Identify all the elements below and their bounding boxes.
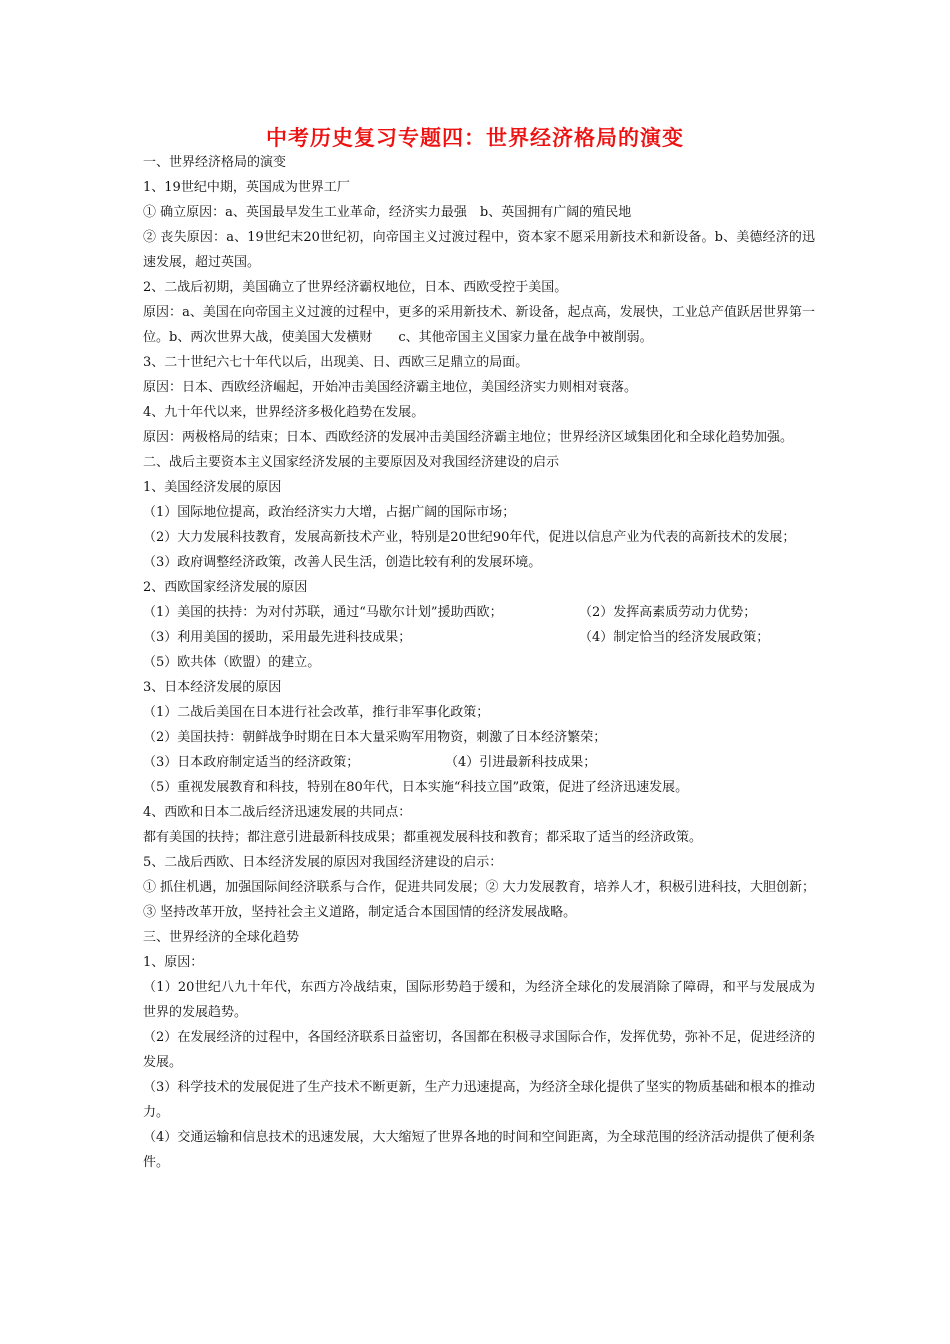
paragraph: 原因：日本、西欧经济崛起，开始冲击美国经济霸主地位，美国经济实力则相对衰落。	[143, 380, 638, 395]
document-body	[143, 150, 815, 1175]
paragraph: 都有美国的扶持；都注意引进最新科技成果；都重视发展科技和教育；都采取了适当的经济政策。	[143, 830, 703, 845]
row-cell: （2）发挥高素质劳动力优势；	[579, 605, 757, 620]
paragraph: （3）科学技术的发展促进了生产技术不断更新，生产力迅速提高，为经济全球化提供了坚实的物质基础和根本的推动力。	[143, 1080, 815, 1120]
paragraph: （1）二战后美国在日本进行社会改革，推行非军事化政策；	[143, 705, 490, 720]
paragraph: 4、西欧和日本二战后经济迅速发展的共同点：	[143, 805, 412, 820]
paragraph: （2）大力发展科技教育，发展高新技术产业，特别是20世纪90年代，促进以信息产业为代表的高新技术的发展；	[143, 530, 796, 545]
paragraph: 5、二战后西欧、日本经济发展的原因对我国经济建设的启示：	[143, 855, 503, 870]
row-cell: （3）利用美国的援助，采用最先进科技成果；	[143, 630, 412, 645]
two-column-row	[143, 600, 815, 625]
two-column-row	[143, 625, 815, 650]
paragraph: 3、二十世纪六七十年代以后，出现美、日、西欧三足鼎立的局面。	[143, 355, 529, 370]
row-cell: （1）美国的扶持：为对付苏联，通过“马歇尔计划”援助西欧；	[143, 605, 503, 620]
paragraph: 3、日本经济发展的原因	[143, 680, 282, 695]
row-cell: （3）日本政府制定适当的经济政策；	[143, 755, 360, 770]
paragraph: 2、西欧国家经济发展的原因	[143, 580, 308, 595]
paragraph: （3）政府调整经济政策，改善人民生活，创造比较有利的发展环境。	[143, 555, 542, 570]
paragraph: （2）在发展经济的过程中，各国经济联系日益密切，各国都在积极寻求国际合作，发挥优势，弥补不足，促进经济的发展。	[143, 1030, 815, 1070]
paragraph: 原因：两极格局的结束；日本、西欧经济的发展冲击美国经济霸主地位；世界经济区域集团化和全球化趋势加强。	[143, 430, 794, 445]
paragraph: （2）美国扶持：朝鲜战争时期在日本大量采购军用物资，刺激了日本经济繁荣；	[143, 730, 607, 745]
paragraph: 1、19世纪中期，英国成为世界工厂	[143, 180, 350, 195]
two-column-row	[143, 750, 815, 775]
section-heading: 三、世界经济的全球化趋势	[143, 930, 300, 945]
paragraph: 4、九十年代以来，世界经济多极化趋势在发展。	[143, 405, 425, 420]
paragraph: （1）20世纪八九十年代，东西方冷战结束，国际形势趋于缓和，为经济全球化的发展消除了障碍，和平与发展成为世界的发展趋势。	[143, 980, 815, 1020]
page-title: 中考历史复习专题四：世界经济格局的演变	[266, 126, 684, 150]
paragraph: （5）欧共体（欧盟）的建立。	[143, 655, 321, 670]
paragraph: （1）国际地位提高，政治经济实力大增，占据广阔的国际市场；	[143, 505, 516, 520]
paragraph: 1、美国经济发展的原因	[143, 480, 282, 495]
section-heading: 一、世界经济格局的演变	[143, 155, 287, 170]
paragraph: （4）交通运输和信息技术的迅速发展，大大缩短了世界各地的时间和空间距离，为全球范围的经济活动提供了便利条件。	[143, 1130, 815, 1170]
paragraph: （5）重视发展教育和科技，特别在80年代，日本实施“科技立国”政策，促进了经济迅速发展。	[143, 780, 689, 795]
row-cell: （4）制定恰当的经济发展政策；	[579, 630, 770, 645]
row-cell: （4）引进最新科技成果；	[445, 755, 597, 770]
paragraph: ① 确立原因：a、英国最早发生工业革命，经济实力最强 b、英国拥有广阔的殖民地	[143, 205, 632, 220]
paragraph: 2、二战后初期，美国确立了世界经济霸权地位，日本、西欧受控于美国。	[143, 280, 568, 295]
section-heading: 二、战后主要资本主义国家经济发展的主要原因及对我国经济建设的启示	[143, 455, 560, 470]
paragraph: 原因：a、美国在向帝国主义过渡的过程中，更多的采用新技术、新设备，起点高，发展快，工业总产值跃居世界第一位。b、两次世界大战，使美国大发横财 c、其他帝国主义国家力量在战争中被削弱。	[143, 305, 815, 345]
paragraph: ② 丧失原因：a、19世纪末20世纪初，向帝国主义过渡过程中，资本家不愿采用新技术和新设备。b、美德经济的迅速发展，超过英国。	[143, 230, 815, 270]
paragraph: ① 抓住机遇，加强国际间经济联系与合作，促进共同发展；② 大力发展教育，培养人才，积极引进科技，大胆创新；③ 坚持改革开放，坚持社会主义道路，制定适合本国国情的经济发展战略。	[143, 880, 815, 920]
paragraph: 1、原因：	[143, 955, 204, 970]
